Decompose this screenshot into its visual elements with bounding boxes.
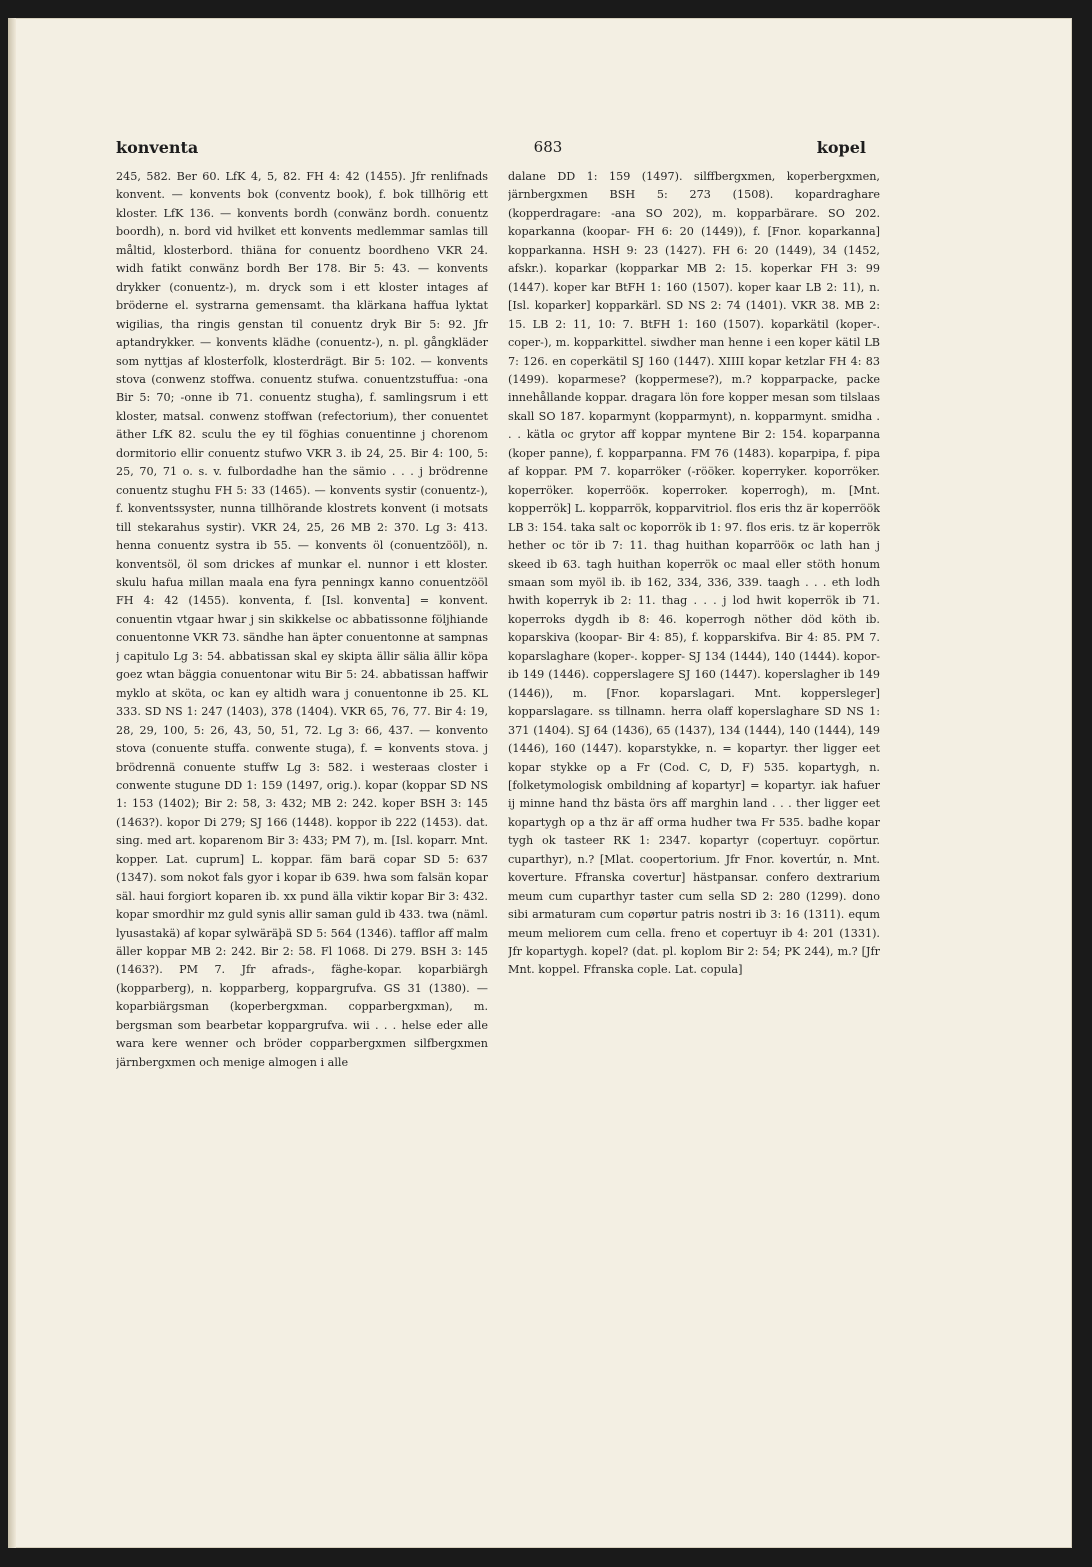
header-left-guideword: konventa	[116, 138, 199, 157]
right-column	[508, 168, 880, 1390]
left-column-text: 245, 582. Ber 60. LfK 4, 5, 82. FH 4: 42 (1455). Jfr renlifnads konvent. — konvents bok (conventz book), f. bok tillhörig ett kloster. LfK 136. — konvents bordh (conwänz bordh. conuentz boordh), n. bord vid hvilket ett konvents medlemmar samlas till måltid, klosterbord. thiäna for conuentz boordheno VKR 24. widh fatikt conwänz bordh Ber 178. Bir 5: 43. — konvents drykker (conuentz-), m. dryck som i ett kloster intages af bröderne el. systrarna gemensamt. tha klärkana haffua lyktat wigilias, tha ringis genstan til conuentz dryk Bir 5: 92. Jfr aptandrykker. — konvents klädhe (conuentz-), n. pl. gångkläder som nyttjas af klosterfolk, klosterdrägt. Bir 5: 102. — konvents stova (conwenz stoffwa. conuentz stufwa. conuentzstuffua: -ona Bir 5: 70; -onne ib 71. conuentz stugha), f. samlingsrum i ett kloster, matsal. conwenz stoffwan (refectorium), ther conuentet äther LfK 82. sculu the ey til föghias conuentinne j chorenom dormitorio ellir conuentz stufwo VKR 3. ib 24, 25. Bir 4: 100, 5: 25, 70, 71 o. s. v. fulbordadhe han the sämio . . . j brödrenne conuentz stughu FH 5: 33 (1465). — konvents systir (conuentz-), f. konventssyster, nunna tillhörande klostrets konvent (i motsats till stekarahus systir). VKR 24, 25, 26 MB 2: 370. Lg 3: 413. henna conuentz systra ib 55. — konvents öl (conuentzööl), n. konventsöl, öl som drickes af munkar el. nunnor i ett kloster. skulu hafua millan maala ena fyra penningx kanno conuentzööl FH 4: 42 (1455). konventa, f. [Isl. konventa] = konvent. conuentin vtgaar hwar j sin skikkelse oc abbatissonne följhiande conuentonne VKR 73. sändhe han äpter conuentonne at sampnas j capitulo Lg 3: 54. abbatissan skal ey skipta ällir sälia ällir köpa goez wtan bäggia conuentonar witu Bir 5: 24. abbatissan haffwir myklo at sköta, oc kan ey altidh wara j conuentonne ib 25. KL 333. SD NS 1: 247 (1403), 378 (1404). VKR 65, 76, 77. Bir 4: 19, 28, 29, 100, 5: 26, 43, 50, 51, 72. Lg 3: 66, 437. — konvento stova (conuente stuffa. conwente stuga), f. = konvents stova. j brödrennä conuente stuffw Lg 3: 582. i westeraas closter i conwente stugune DD 1: 159 (1497, orig.). kopar (koppar SD NS 1: 153 (1402); Bir 2: 58, 3: 432; MB 2: 242. koper BSH 3: 145 (1463?). kopor Di 279; SJ 166 (1448). koppor ib 222 (1453). dat. sing. med art. koparenom Bir 3: 433; PM 7), m. [Isl. koparr. Mnt. kopper. Lat. cuprum] L. koppar. fäm barä copar SD 5: 637 (1347). som nokot fals gyor i kopar ib 639. hwa som falsän kopar säl. haui forgiort koparen ib. xx pund älla viktir kopar Bir 3: 432. kopar smordhir mz guld synis allir saman guld ib 433. twa (näml. lyusastakä) af kopar sylwäräþä SD 5: 564 (1346). tafflor aff malm äller koppar MB 2: 242. Bir 2: 58. Fl 1068. Di 279. BSH 3: 145 (1463?). PM 7. Jfr afrads-, fäghe-kopar. koparbiärgh (kopparberg), n. kopparberg, koppargrufva. GS 31 (1380). — koparbiärgsman (koperbergxman. copparbergxman), m. bergsman som bearbetar koppargrufva. wii . . . helse eder alle wara kere wenner och bröder copparbergxmen silfbergxmen järnbergxmen och menige almogen i alle	[116, 170, 488, 1069]
right-column-text: dalane DD 1: 159 (1497). silffbergxmen, koperbergxmen, järnbergxmen BSH 5: 273 (1508). kopardraghare (kopperdragare: -ana SO 202), m. kopparbärare. SO 202. koparkanna (koopar- FH 6: 20 (1449)), f. [Fnor. koparkanna] kopparkanna. HSH 9: 23 (1427). FH 6: 20 (1449), 34 (1452, afskr.). koparkar (kopparkar MB 2: 15. koperkar FH 3: 99 (1447). koper kar BtFH 1: 160 (1507). koper kaar LB 2: 11), n. [Isl. koparker] kopparkärl. SD NS 2: 74 (1401). VKR 38. MB 2: 15. LB 2: 11, 10: 7. BtFH 1: 160 (1507). koparkätil (koper-. coper-), m. kopparkittel. siwdher man henne i een koper kätil LB 7: 126. en coperkätil SJ 160 (1447). XIIII kopar ketzlar FH 4: 83 (1499). koparmese? (koppermese?), m.? kopparpacke, packe innehållande koppar. dragara lön fore kopper mesan som tilslaas skall SO 187. koparmynt (kopparmynt), n. kopparmynt. smidha . . . kätla oc grytor aff koppar myntene Bir 2: 154. koparpanna (koper panne), f. kopparpanna. FM 76 (1483). koparpipa, f. pipa af koppar. PM 7. koparröker (-rööker. koperryker. koporröker. koperröker. koperrööк. koperroker. koperrogh), m. [Mnt. kopperrök] L. kopparrök, kopparvitriol. flos eris thz är koperröök LB 3: 154. taka salt oc koporrök ib 1: 97. flos eris. tz är koperrök hether oc tör ib 7: 11. thag huithan koparrööк oc lath han j skeed ib 63. tagh huithan koperrök oc maal eller stöth honum smaan som myöl ib. ib 162, 334, 336, 339. taagh . . . eth lodh hwith koperryk ib 2: 11. thag . . . j lod hwit koperrök ib 71. koperroks dygdh ib 8: 46. koperrogh nöther död köth ib. koparskiva (koopar- Bir 4: 85), f. kopparskifva. Bir 4: 85. PM 7. koparslaghare (koper-. kopper- SJ 134 (1444), 140 (1444). kopor- ib 149 (1446). copperslagere SJ 160 (1447). koperslagher ib 149 (1446)), m. [Fnor. koparslagari. Mnt. koppersleger] kopparslagare. ss tillnamn. herra olaff koperslaghare SD NS 1: 371 (1404). SJ 64 (1436), 65 (1437), 134 (1444), 140 (1444), 149 (1446), 160 (1447). koparstykke, n. = kopartyr. ther ligger eet kopar stykke op a Fr (Cod. C, D, F) 535. kopartygh, n. [folketymologisk ombildning af kopartyr] = kopartyr. iak hafuer ij minne hand thz bästa örs aff marghin land . . . ther ligger eet kopartygh op a thz är aff orma hudher twa Fr 535. badhe kopar tygh ok tasteer RK 1: 2347. kopartyr (copertuyr. copörtur. cuparthyr), n.? [Mlat. coopertorium. Jfr Fnor. kovertúr, n. Mnt. koverture. Ffranska covertur] hästpansar. confero dextrarium meum cum cuparthyr taster cum sella SD 2: 280 (1299). dono sibi armaturam cum copørtur patris nostri ib 3: 16 (1311). equm meum meliorem cum cella. freno et copertuyr ib 4: 201 (1331). Jfr kopartygh. kopel? (dat. pl. koplom Bir 2: 54; PK 244), m.? [Jfr Mnt. koppel. Ffranska cople. Lat. copula]	[508, 170, 880, 977]
page-binding-edge	[8, 18, 16, 1548]
page-number: 683	[533, 138, 563, 156]
header-right-guideword: kopel	[816, 138, 866, 157]
left-column	[116, 168, 488, 1390]
